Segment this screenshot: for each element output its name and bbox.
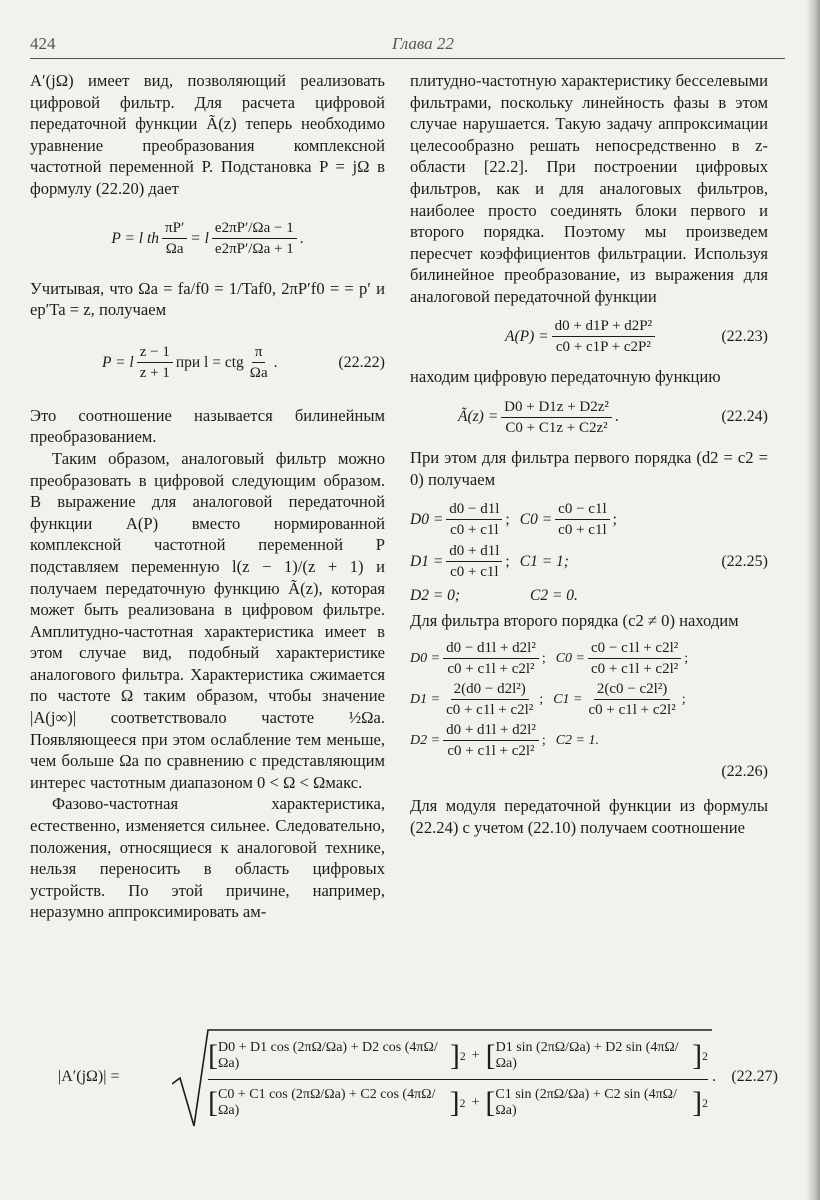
equation-22-24: Ã(z) = $\frac{\text{D0 + D1z + D2z²}}{\text{C0 + C1z + C2z²}}$ . (22.24) (458, 398, 768, 436)
fraction-bar (208, 1079, 708, 1080)
paragraph: При этом для фильтра первого порядка (d2 = c2 = 0) получаем (410, 448, 768, 489)
page-number: 424 (30, 34, 56, 53)
equation-lhs: |A′(jΩ)| = (58, 1068, 120, 1085)
paragraph: Для фильтра второго порядка (c2 ≠ 0) находим (410, 611, 739, 631)
equation-22-25: D0 = $\frac{d0 - d1l}{c0 + c1l}$ ; C0 = $\frac{c0 - c1l}{c0 + c1l}$ ; D1 = $\frac{d0 + d1l}{c0 + c1l}$ ; C1 = 1; (22.25) D2 = 0; C2 = 0. (410, 500, 768, 604)
paragraph: находим цифровую передаточную функцию (410, 366, 721, 386)
equation-number: (22.26) (721, 763, 768, 781)
chapter-title: Глава 22 (392, 34, 454, 53)
equation-number: (22.25) (721, 552, 768, 570)
paragraph: Это соотношение называется билинейным преобразованием. (30, 405, 385, 447)
equation-number: (22.23) (721, 327, 768, 345)
equation-22-27: |A′(jΩ)| = [ D0 + D1 cos (2πΩ/Ωa) + D2 cos (4πΩ/Ωa) ] 2 + [ D1 sin (2πΩ/Ωa) + D2 sin (4πΩ/Ωa) ] 2 [ C0 + C1 cos (2πΩ/Ωa) + C2 cos (4πΩ/Ωa) ] 2 + [ C1 sin (2πΩ/Ωa) + C2 sin (4πΩ/Ωa) ] 2 . (22.27) (30, 1026, 778, 1130)
right-column (410, 70, 768, 838)
paragraph: Для модуля передаточной функции из формулы (22.24) с учетом (22.10) получаем соотношение (410, 795, 768, 837)
paragraph: Учитывая, что Ωa = fa/f0 = 1/Taf0, 2πP′f0 = = p′ и ep′Ta = z, получаем (30, 278, 385, 320)
page-edge-shadow (806, 0, 820, 1200)
left-column (30, 70, 385, 923)
equation-number: (22.24) (721, 408, 768, 426)
equation-22-23: A(P) = $\frac{\text{d0 + d1P + d2P²}}{\text{c0 + c1P + c2P²}}$ (22.23) (505, 318, 768, 356)
equation-number: (22.22) (338, 353, 385, 371)
paragraph: плитудно-частотную характеристику бесселевыми фильтрами, поскольку линейность фазы в этом случае нарушается. Такую задачу аппроксимации целесообразно решать непосредственно в z-области [22.2]. При построении цифровых фильтров, как и для аналоговых фильтров, наиболее просто соединять блоки первого и второго порядка. Поэтому мы произведем пересчет коэффициентов фильтрации. Используя билинейное преобразование, из выражения для аналоговой передаточной функции (410, 71, 768, 306)
paragraph: A′(jΩ) имеет вид, позволяющий реализовать цифровой фильтр. Для расчета цифровой передаточной функции Ã(z) теперь необходимо уравнение преобразования комплексной частотной переменной P. Подстановка P = jΩ в формулу (22.20) дает (30, 71, 385, 198)
paragraph: Таким образом, аналоговый фильтр можно преобразовать в цифровой следующим образом. В выражение для аналоговой передаточной функции A(P) вместо нормированной комплексной частотной переменной P подставляем переменную l(z − 1)/(z + 1) и получаем передаточную функцию Ã(z), которая может быть реализована в цифровом фильтре. Амплитудно-частотная характеристика имеет в этом случае вид, подобный характеристике аналогового фильтра. Характеристика сжимается по частоте Ω таким образом, чтобы значение |A(j∞)| соответствовало частоте ½Ωa. Появляющееся при этом ослабление тем меньше, чем больше Ωa по сравнению с представляющим интерес частотным диапазоном 0 < Ω < Ωмакс. (30, 448, 385, 792)
equation-22-22: P = l $\frac{z - 1}{z + 1}$ при l = ctg $\frac{\pi}{\Omega a}$ . (22.22) (102, 344, 385, 382)
running-header (30, 34, 785, 59)
equation-22-26: D0 = $\frac{\text{d0 − d1l + d2l²}}{\text{c0 + c1l + c2l²}}$ ; C0 = $\frac{\text{c0 − c1l + c2l²}}{\text{c0 + c1l + c2l²}}$ ; D1 = $\frac{\text{2(d0 − d2l²)}}{\text{c0 + c1l + c2l²}}$ ; C1 = $\frac{\text{2(c0 − c2l²)}}{\text{c0 + c1l + c2l²}}$ ; D2 = $\frac{\text{d0 + d1l + d2l²}}{\text{c0 + c1l + c2l²}}$ ; C2 = 1. (22.26) (410, 638, 768, 783)
equation-number: (22.27) (731, 1068, 778, 1085)
radicand-fraction: [ D0 + D1 cos (2πΩ/Ωa) + D2 cos (4πΩ/Ωa) ] 2 + [ D1 sin (2πΩ/Ωa) + D2 sin (4πΩ/Ωa) ] 2 [ C0 + C1 cos (2πΩ/Ωa) + C2 cos (4πΩ/Ωa) ] 2 + [ C1 sin (2πΩ/Ωa) + C2 sin (4πΩ/Ωa) ] 2 (208, 1039, 708, 1119)
equation-bilinear-th: P = l th $\frac{\pi P'}{\Omega a}$ = l $\frac{e2\pi P'/\Omega a - 1}{e2\pi P'/\Omega a + 1}$ . (111, 220, 304, 258)
paragraph: Фазово-частотная характеристика, естественно, изменяется сильнее. Следовательно, положения, относящиеся к аналоговой технике, нельзя переносить в область цифровых устройств. По этой причине, например, неразумно аппроксимировать ам- (30, 794, 385, 922)
